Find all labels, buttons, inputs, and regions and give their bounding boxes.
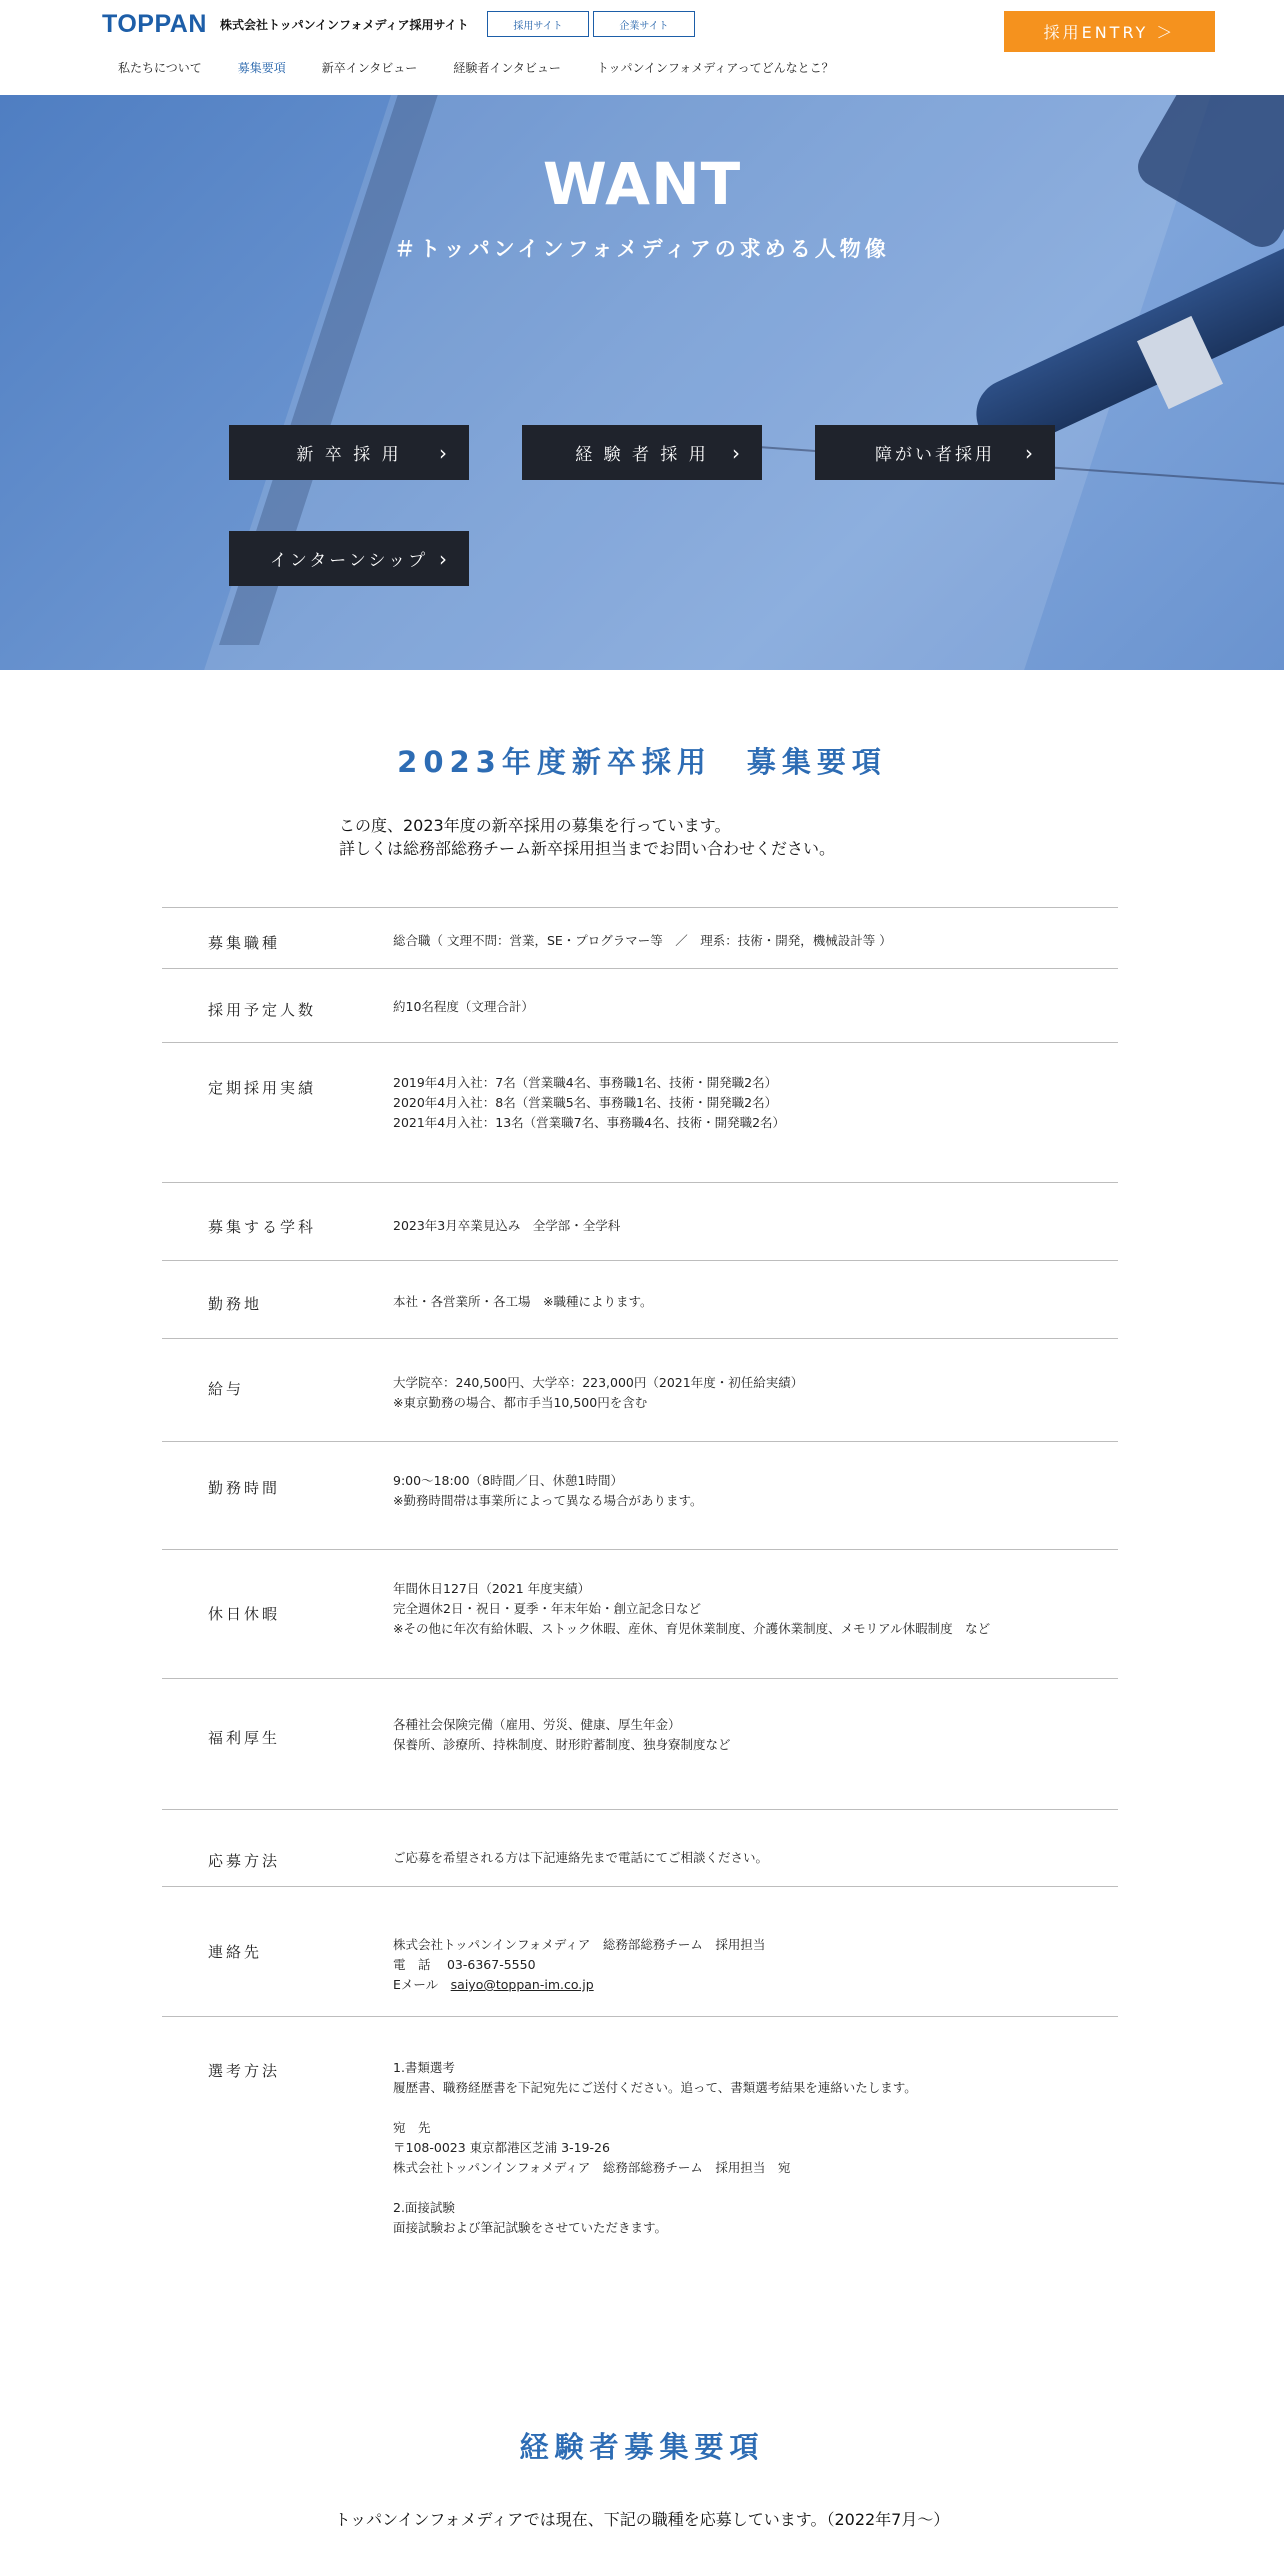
row-value-line: 本社・各営業所・各工場 ※職種によります。 [393, 1294, 653, 1309]
nav-item-experienced-interview[interactable]: 経験者インタビュー [453, 61, 561, 75]
row-value-line: 株式会社トッパンインフォメディア 総務部総務チーム 採用担当 [393, 1937, 766, 1952]
entry-button[interactable]: 採用ENTRY ＞ [1004, 11, 1215, 52]
requirement-row-benefits [162, 1678, 1118, 1810]
hero-title: WANT [542, 150, 742, 218]
new-grad-intro [339, 814, 835, 860]
row-value [393, 1471, 702, 1511]
chevron-right-icon: › [439, 441, 447, 465]
nav-item-new-grad-interview[interactable]: 新卒インタビュー [321, 61, 418, 75]
row-value-line: 1.書類選考 [393, 2060, 455, 2075]
row-value-line: 2.面接試験 [393, 2200, 455, 2215]
experienced-recruit-button[interactable] [522, 425, 762, 480]
nav-item-company-intro[interactable]: トッパンインフォメディアってどんなとこ？ [596, 61, 834, 75]
hero-subtitle: ＃トッパンインフォメディアの求める人物像 [394, 237, 890, 261]
row-value-line: ※その他に年次有給休暇、ストック休暇、産休、育児休業制度、介護休業制度、メモリアル休暇制度 など [393, 1621, 991, 1636]
disability-recruit-button[interactable] [815, 425, 1055, 480]
row-value-line: 2021年4月入社：13名（営業職7名、事務職4名、技術・開発職2名） [393, 1115, 786, 1130]
new-grad-section-title: 2023年度新卒採用 募集要項 [397, 745, 887, 779]
requirement-row-application [162, 1809, 1118, 1887]
experienced-intro: トッパンインフォメディアでは現在、下記の職種を応募しています。（2022年7月〜） [334, 2510, 950, 2529]
disability-recruit-label: 障がい者採用 [875, 445, 995, 465]
experienced-recruit-label: 経 験 者 採 用 [575, 445, 709, 465]
requirement-row-salary [162, 1338, 1118, 1442]
new-grad-recruit-button[interactable] [229, 425, 469, 480]
requirement-row-location [162, 1260, 1118, 1339]
row-label: 連絡先 [208, 1943, 263, 1961]
experienced-section-title: 経験者募集要項 [519, 2430, 765, 2464]
row-value [393, 931, 892, 951]
row-label: 給与 [208, 1380, 245, 1398]
company-site-title: 株式会社トッパンインフォメディア採用サイト [220, 18, 469, 32]
row-label: 勤務地 [208, 1295, 263, 1313]
internship-button[interactable] [229, 531, 469, 586]
row-label: 休日休暇 [208, 1605, 281, 1623]
recruit-site-button[interactable]: 採用サイト [487, 11, 589, 37]
row-value-line: 宛 先 [393, 2120, 431, 2135]
toppan-logo[interactable]: TOPPAN [102, 10, 207, 38]
row-value-line: 2020年4月入社：8名（営業職5名、事務職1名、技術・開発職2名） [393, 1095, 778, 1110]
chevron-right-icon: › [732, 441, 740, 465]
row-value [393, 1292, 652, 1312]
intro-line: この度、2023年度の新卒採用の募集を行っています。 [339, 816, 731, 835]
email-link[interactable]: saiyo@toppan-im.co.jp [450, 1977, 594, 1992]
row-value-line: 完全週休2日・祝日・夏季・年末年始・創立記念日など [393, 1601, 701, 1616]
row-label: 選考方法 [208, 2062, 281, 2080]
internship-label: インターンシップ [269, 551, 429, 571]
row-value-spacer [393, 2098, 917, 2118]
requirement-row-hiring-record [162, 1042, 1118, 1183]
row-value-line: 株式会社トッパンインフォメディア 総務部総務チーム 採用担当 宛 [393, 2160, 791, 2175]
row-value [393, 2058, 917, 2238]
main-nav [118, 59, 870, 76]
requirement-row-headcount [162, 968, 1118, 1043]
row-label: 福利厚生 [208, 1729, 281, 1747]
corporate-site-button[interactable]: 企業サイト [593, 11, 695, 37]
row-value [393, 1935, 765, 1995]
row-value-line: 電 話 03-6367-5550 [393, 1957, 536, 1972]
requirement-row-contact [162, 1886, 1118, 2017]
requirement-row-position [162, 907, 1118, 969]
row-value [393, 1848, 768, 1868]
row-label: 募集職種 [208, 934, 281, 952]
row-value-line: 約10名程度（文理合計） [393, 999, 534, 1014]
email-label: Eメール [393, 1977, 451, 1992]
intro-line: 詳しくは総務部総務チーム新卒採用担当までお問い合わせください。 [339, 839, 836, 858]
row-label: 勤務時間 [208, 1479, 281, 1497]
chevron-right-icon: › [1025, 441, 1033, 465]
row-value-line: 総合職（ 文理不問：営業，SE・プログラマー等 ／ 理系：技術・開発，機械設計等 ） [393, 933, 892, 948]
row-value-line: 保養所、診療所、持株制度、財形貯蓄制度、独身寮制度など [393, 1737, 731, 1752]
site-header [0, 0, 1284, 95]
row-value-line: ※東京勤務の場合、都市手当10,500円を含む [393, 1395, 648, 1410]
row-value-line: 〒108-0023 東京都港区芝浦 3-19-26 [393, 2140, 610, 2155]
row-value-line: 各種社会保険完備（雇用、労災、健康、厚生年金） [393, 1717, 681, 1732]
row-label: 応募方法 [208, 1852, 281, 1870]
row-value-line: 2023年3月卒業見込み 全学部・全学科 [393, 1218, 621, 1233]
row-label: 募集する学科 [208, 1218, 317, 1236]
row-value [393, 1579, 990, 1639]
row-value [393, 1216, 620, 1236]
row-value-line: 9:00～18:00（8時間／日、休憩1時間） [393, 1473, 623, 1488]
new-grad-recruit-label: 新 卒 採 用 [296, 445, 402, 465]
row-value [393, 997, 534, 1017]
nav-item-about[interactable]: 私たちについて [118, 61, 202, 75]
row-value [393, 1715, 731, 1755]
row-label: 採用予定人数 [208, 1001, 317, 1019]
requirement-row-selection [162, 2016, 1118, 2257]
requirement-row-departments [162, 1182, 1118, 1261]
row-value-line: 履歴書、職務経歴書を下記宛先にご送付ください。追って、書類選考結果を連絡いたします。 [393, 2080, 917, 2095]
row-value-line: ご応募を希望される方は下記連絡先まで電話にてご相談ください。 [393, 1850, 769, 1865]
chevron-right-icon: › [439, 547, 447, 571]
row-value-line: 面接試験および筆記試験をさせていただきます。 [393, 2220, 668, 2235]
row-label: 定期採用実績 [208, 1079, 317, 1097]
requirement-row-holidays [162, 1549, 1118, 1679]
row-value [393, 1073, 785, 1133]
row-value-line: 2019年4月入社：7名（営業職4名、事務職1名、技術・開発職2名） [393, 1075, 778, 1090]
row-value-spacer [393, 2178, 917, 2198]
row-value-line: 大学院卒：240,500円、大学卒：223,000円（2021年度・初任給実績） [393, 1375, 804, 1390]
nav-item-requirements[interactable]: 募集要項 [237, 61, 286, 75]
email-line [393, 1975, 765, 1995]
row-value [393, 1373, 803, 1413]
requirement-row-working-hours [162, 1441, 1118, 1550]
row-value-line: ※勤務時間帯は事業所によって異なる場合があります。 [393, 1493, 703, 1508]
row-value-line: 年間休日127日（2021 年度実績） [393, 1581, 591, 1596]
